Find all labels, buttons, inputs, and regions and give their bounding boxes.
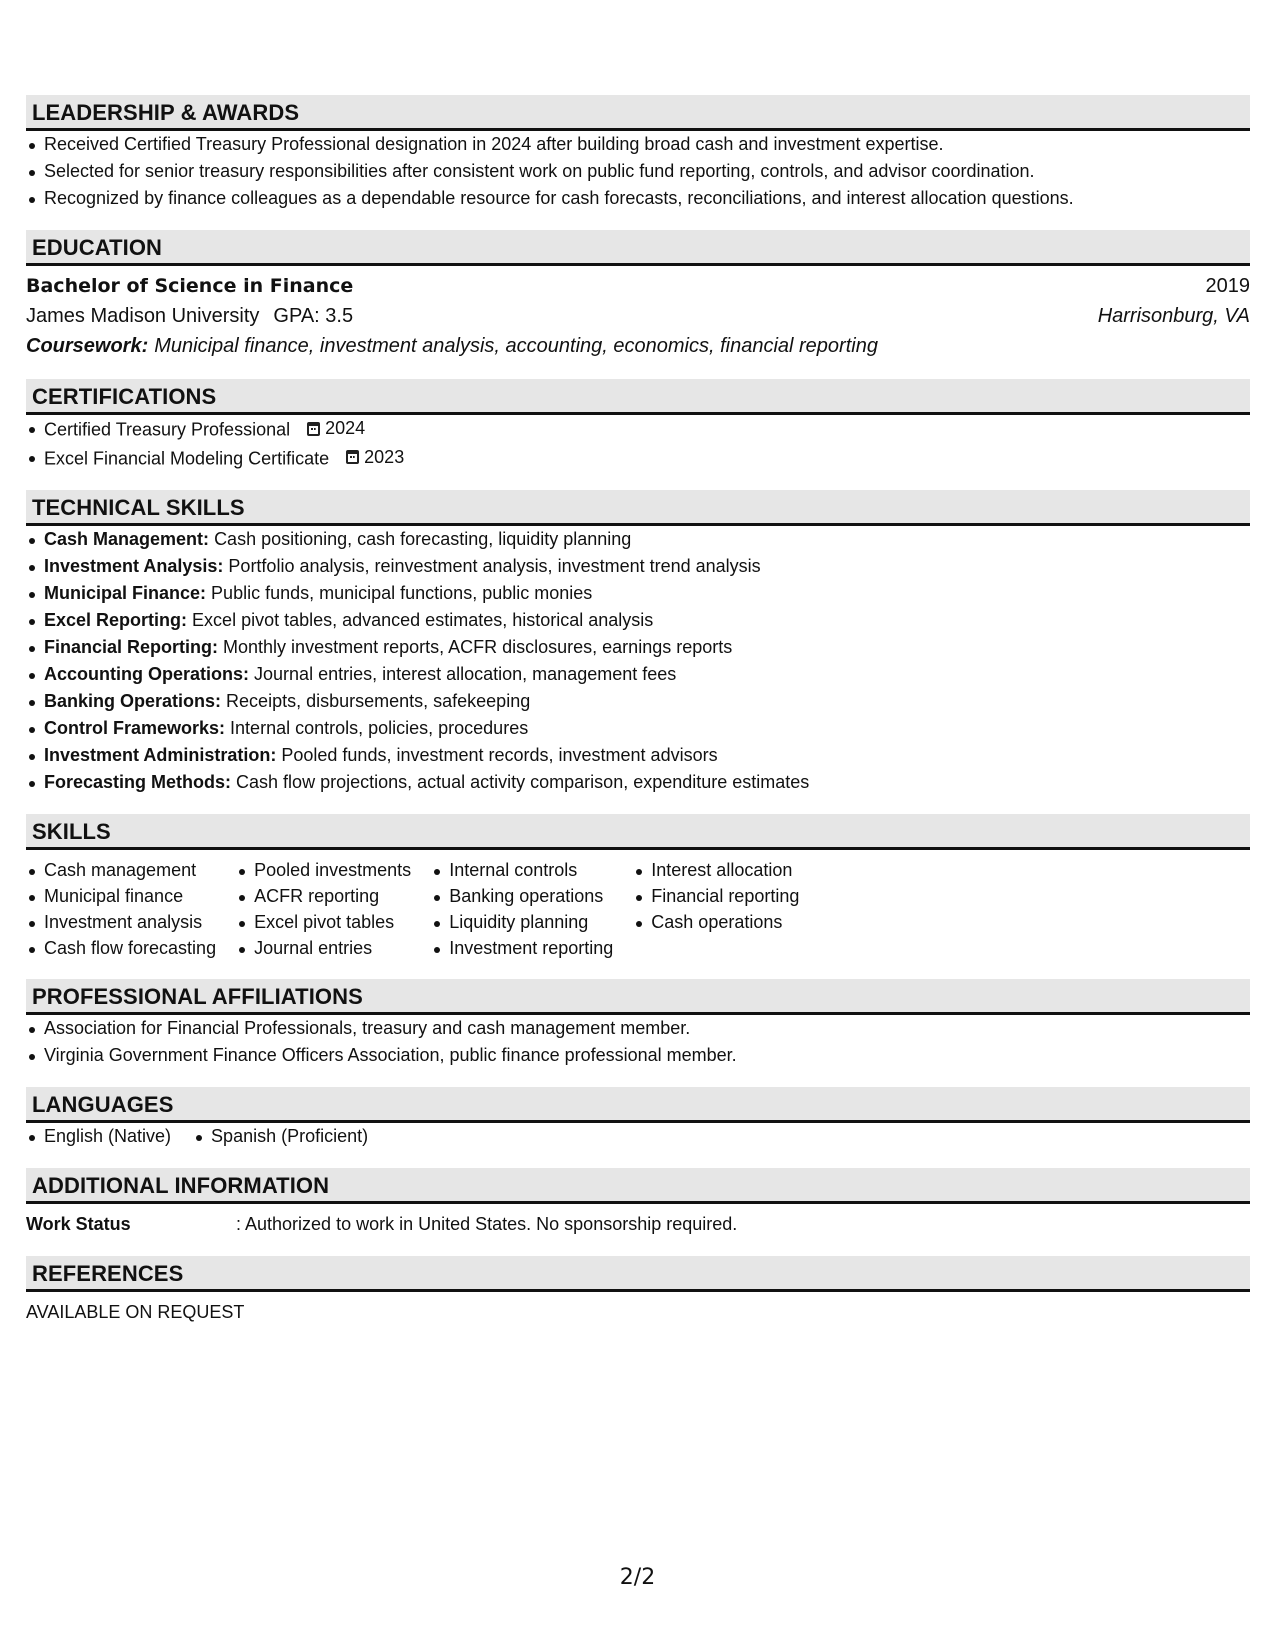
list-item: Virginia Government Finance Officers Association, public finance professional member. [26, 1042, 1250, 1069]
list-item [26, 444, 1250, 473]
list-item: Received Certified Treasury Professional designation in 2024 after building broad cash and investment expertise. [26, 131, 1250, 158]
cert-name: Excel Financial Modeling Certificate [44, 448, 330, 468]
references-text: AVAILABLE ON REQUEST [26, 1302, 245, 1322]
affiliations-section [26, 979, 1250, 1069]
work-status-value: : Authorized to work in United States. No sponsorship required. [236, 1214, 738, 1234]
section-heading-technical-skills: TECHNICAL SKILLS [26, 490, 1250, 526]
list-item [26, 742, 1250, 769]
list-item [26, 553, 1250, 580]
section-heading-references: REFERENCES [26, 1256, 1250, 1292]
skill-label: Excel Reporting: [44, 610, 188, 630]
list-item [26, 634, 1250, 661]
languages-section [26, 1087, 1250, 1150]
skill-label: Financial Reporting: [44, 637, 219, 657]
languages-list [26, 1123, 1250, 1150]
skills-column [26, 857, 216, 961]
additional-info-section [26, 1168, 1250, 1238]
degree: Bachelor of Science in Finance [26, 275, 354, 297]
section-heading-certifications: CERTIFICATIONS [26, 379, 1250, 415]
list-item [26, 580, 1250, 607]
skill-label: Forecasting Methods: [44, 772, 232, 792]
list-item: Spanish (Proficient) [193, 1123, 368, 1150]
work-status-row [26, 1204, 1250, 1238]
section-heading-leadership: LEADERSHIP & AWARDS [26, 95, 1250, 131]
skill-label: Investment Administration: [44, 745, 277, 765]
list-item [26, 526, 1250, 553]
list-item: Excel pivot tables [236, 909, 411, 935]
cert-year: 2024 [325, 418, 366, 438]
school-name: James Madison University [26, 305, 260, 327]
list-item: Cash management [26, 857, 216, 883]
skill-label: Investment Analysis: [44, 556, 224, 576]
skill-label: Accounting Operations: [44, 664, 250, 684]
list-item: Recognized by finance colleagues as a dependable resource for cash forecasts, reconciliations, and interest allocation questions. [26, 185, 1250, 212]
leadership-list [26, 131, 1250, 212]
calendar-icon [346, 450, 359, 464]
section-heading-education: EDUCATION [26, 230, 1250, 266]
list-item [26, 607, 1250, 634]
calendar-icon [307, 422, 320, 436]
list-item [26, 661, 1250, 688]
list-item: Cash operations [633, 909, 799, 935]
section-heading-affiliations: PROFESSIONAL AFFILIATIONS [26, 979, 1250, 1015]
list-item: English (Native) [26, 1123, 171, 1150]
list-item: Association for Financial Professionals, treasury and cash management member. [26, 1015, 1250, 1042]
skills-column [633, 857, 799, 961]
list-item: Journal entries [236, 935, 411, 961]
skill-text: Monthly investment reports, ACFR disclosures, earnings reports [223, 637, 733, 657]
list-item [26, 715, 1250, 742]
skills-section [26, 814, 1250, 961]
section-heading-languages: LANGUAGES [26, 1087, 1250, 1123]
list-item: Municipal finance [26, 883, 216, 909]
certifications-list [26, 415, 1250, 472]
list-item: Investment reporting [431, 935, 613, 961]
skill-label: Banking Operations: [44, 691, 222, 711]
list-item [26, 415, 1250, 444]
skill-label: Municipal Finance: [44, 583, 207, 603]
references-section [26, 1256, 1250, 1326]
skill-text: Cash flow projections, actual activity comparison, expenditure estimates [236, 772, 810, 792]
list-item [26, 769, 1250, 796]
skill-text: Pooled funds, investment records, investment advisors [281, 745, 718, 765]
affiliations-list [26, 1015, 1250, 1069]
cert-year: 2023 [364, 446, 405, 467]
resume-page [26, 95, 1250, 1344]
list-item: Financial reporting [633, 883, 799, 909]
leadership-section [26, 95, 1250, 212]
section-heading-additional-info: ADDITIONAL INFORMATION [26, 1168, 1250, 1204]
list-item: Pooled investments [236, 857, 411, 883]
list-item: Liquidity planning [431, 909, 613, 935]
list-item: Investment analysis [26, 909, 216, 935]
coursework: Municipal finance, investment analysis, accounting, economics, financial reporting [154, 335, 878, 357]
gpa: GPA: 3.5 [273, 305, 354, 327]
skill-text: Internal controls, policies, procedures [230, 718, 529, 738]
page-number: 2/2 [619, 1565, 656, 1590]
list-item: Banking operations [431, 883, 613, 909]
skills-grid [26, 850, 1250, 961]
skill-text: Receipts, disbursements, safekeeping [226, 691, 531, 711]
technical-skills-section [26, 490, 1250, 796]
list-item: ACFR reporting [236, 883, 411, 909]
skills-column [236, 857, 411, 961]
skills-column [431, 857, 613, 961]
list-item [26, 688, 1250, 715]
coursework-label: Coursework: [26, 335, 149, 357]
skill-text: Cash positioning, cash forecasting, liquidity planning [214, 529, 632, 549]
work-status-label: Work Status [26, 1214, 131, 1234]
skill-text: Journal entries, interest allocation, management fees [254, 664, 677, 684]
education-section [26, 230, 1250, 361]
cert-name: Certified Treasury Professional [44, 419, 291, 440]
school-location: Harrisonburg, VA [1097, 305, 1250, 327]
section-heading-skills: SKILLS [26, 814, 1250, 850]
list-item: Internal controls [431, 857, 613, 883]
skill-text: Excel pivot tables, advanced estimates, historical analysis [192, 610, 654, 630]
technical-skills-list [26, 526, 1250, 796]
list-item: Interest allocation [633, 857, 799, 883]
list-item: Cash flow forecasting [26, 935, 216, 961]
certifications-section [26, 379, 1250, 472]
skill-text: Portfolio analysis, reinvestment analysis, investment trend analysis [228, 556, 761, 576]
skill-label: Cash Management: [44, 529, 210, 549]
skill-label: Control Frameworks: [44, 718, 226, 738]
list-item: Selected for senior treasury responsibilities after consistent work on public fund reporting, controls, and advisor coordination. [26, 158, 1250, 185]
graduation-year: 2019 [1205, 275, 1250, 297]
skill-text: Public funds, municipal functions, public monies [211, 583, 593, 603]
